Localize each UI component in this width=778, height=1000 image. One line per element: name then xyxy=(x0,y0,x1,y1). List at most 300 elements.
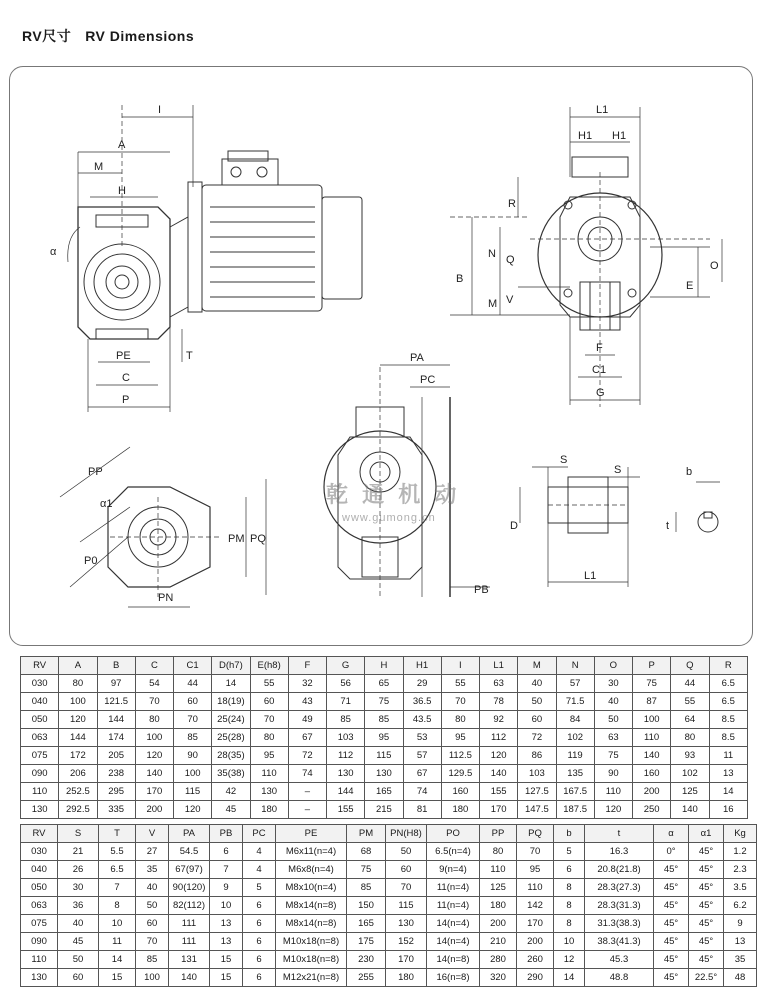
table-cell: 55 xyxy=(250,675,288,693)
table-cell: 53 xyxy=(403,729,441,747)
table-cell: 125 xyxy=(480,879,517,897)
table-cell: 110 xyxy=(633,729,671,747)
table-cell: 87 xyxy=(633,693,671,711)
column-header: A xyxy=(59,657,97,675)
table-cell: 11(n=4) xyxy=(427,897,480,915)
dim-label-pa: PA xyxy=(410,352,424,364)
table-cell: 90 xyxy=(174,747,212,765)
table-cell: 110 xyxy=(250,765,288,783)
table-cell: 14(n=8) xyxy=(427,951,480,969)
table-cell: 075 xyxy=(21,747,59,765)
table-cell: 45° xyxy=(654,969,689,987)
table-cell: 144 xyxy=(327,783,365,801)
table-cell: 40 xyxy=(518,675,556,693)
table-cell: 180 xyxy=(386,969,427,987)
front-view-labels xyxy=(50,104,193,406)
dim-label-alpha1: α1 xyxy=(100,498,113,510)
table-cell: 14 xyxy=(554,969,585,987)
dim-label-m-side: M xyxy=(488,298,498,310)
table-cell: 71 xyxy=(327,693,365,711)
table-cell: 70 xyxy=(174,711,212,729)
table-cell: 6 xyxy=(243,951,276,969)
table-cell: 170 xyxy=(135,783,173,801)
watermark-brand: 乾 通 机 动 xyxy=(326,482,461,507)
table-cell: 36.5 xyxy=(403,693,441,711)
table-cell: 16(n=8) xyxy=(427,969,480,987)
table-cell: 85 xyxy=(174,729,212,747)
table-cell: 150 xyxy=(347,897,386,915)
table-cell: 6.5(n=4) xyxy=(427,843,480,861)
table-cell: 31.3(38.3) xyxy=(585,915,654,933)
table-cell: 74 xyxy=(288,765,326,783)
table-cell: 5.5 xyxy=(99,843,136,861)
table-cell: 130 xyxy=(386,915,427,933)
table-cell: 13 xyxy=(210,915,243,933)
table-cell: 40 xyxy=(594,693,632,711)
page-title xyxy=(22,26,194,46)
table-cell: 40 xyxy=(58,915,99,933)
table-cell: 13 xyxy=(210,933,243,951)
table-cell: 2.3 xyxy=(724,861,757,879)
dim-label-l1: L1 xyxy=(596,104,609,116)
table-cell: 147.5 xyxy=(518,801,556,819)
table-cell: 75 xyxy=(633,675,671,693)
table-cell: 6.5 xyxy=(709,675,748,693)
table-cell: 111 xyxy=(169,933,210,951)
dim-label-p: P xyxy=(122,394,130,406)
column-header: I xyxy=(441,657,479,675)
column-header: M xyxy=(518,657,556,675)
dim-label-pe: PE xyxy=(116,350,131,362)
column-header: b xyxy=(554,825,585,843)
dim-label-o: O xyxy=(710,260,719,272)
table-cell: 140 xyxy=(671,801,709,819)
table-cell: 45° xyxy=(654,933,689,951)
table-cell: 67(97) xyxy=(169,861,210,879)
table-cell: 15 xyxy=(210,951,243,969)
table-cell: 48.8 xyxy=(585,969,654,987)
table-cell: 44 xyxy=(174,675,212,693)
table-cell: 292.5 xyxy=(59,801,97,819)
dim-label-r: R xyxy=(508,198,516,210)
table-cell: 45 xyxy=(58,933,99,951)
table-cell: 30 xyxy=(58,879,99,897)
table-cell: 70 xyxy=(250,711,288,729)
front-view xyxy=(68,105,362,412)
table-cell: 120 xyxy=(135,747,173,765)
column-header: Q xyxy=(671,657,709,675)
dim-label-pc: PC xyxy=(420,374,436,386)
column-header: Kg xyxy=(724,825,757,843)
table-cell: 45° xyxy=(689,879,724,897)
table-cell: 8.5 xyxy=(709,729,748,747)
table-cell: 127.5 xyxy=(518,783,556,801)
table-cell: 075 xyxy=(21,915,58,933)
column-header: D(h7) xyxy=(212,657,250,675)
title-en: RV Dimensions xyxy=(85,28,195,44)
table-row xyxy=(21,915,757,933)
table-cell: 125 xyxy=(671,783,709,801)
shaft-view-labels xyxy=(510,454,692,582)
table-cell: 103 xyxy=(518,765,556,783)
dimensions-table-2 xyxy=(20,824,757,987)
table-cell: 110 xyxy=(21,783,59,801)
table-cell: 40 xyxy=(136,879,169,897)
dim-label-c1: C1 xyxy=(592,364,607,376)
table-cell: 115 xyxy=(365,747,403,765)
column-header: T xyxy=(99,825,136,843)
table-cell: 120 xyxy=(59,711,97,729)
dim-label-h1-left: H1 xyxy=(578,130,593,142)
table-row xyxy=(21,879,757,897)
column-header: N xyxy=(556,657,594,675)
table-cell: 6 xyxy=(243,933,276,951)
table-cell: 82(112) xyxy=(169,897,210,915)
table-cell: 5 xyxy=(243,879,276,897)
shaft-view xyxy=(520,467,720,587)
table-cell: 43.5 xyxy=(403,711,441,729)
dim-label-b-key: b xyxy=(686,466,693,478)
table-cell: 67 xyxy=(403,765,441,783)
dim-label-pq: PQ xyxy=(250,533,266,545)
table-cell: 60 xyxy=(386,861,427,879)
column-header: E(h8) xyxy=(250,657,288,675)
table-cell: 131 xyxy=(169,951,210,969)
table-cell: 140 xyxy=(135,765,173,783)
table-row xyxy=(21,801,748,819)
table-cell: 320 xyxy=(480,969,517,987)
table-cell: 290 xyxy=(517,969,554,987)
table-cell: 50 xyxy=(136,897,169,915)
table-cell: 22.5° xyxy=(689,969,724,987)
table-cell: 030 xyxy=(21,675,59,693)
table-cell: 121.5 xyxy=(97,693,135,711)
table-cell: 11 xyxy=(709,747,748,765)
table-cell: 165 xyxy=(365,783,403,801)
table-cell: 60 xyxy=(250,693,288,711)
column-header: S xyxy=(58,825,99,843)
table-cell: 200 xyxy=(517,933,554,951)
table-cell: 10 xyxy=(554,933,585,951)
table-cell: 140 xyxy=(633,747,671,765)
table-cell: 56 xyxy=(327,675,365,693)
table-cell: 45° xyxy=(689,915,724,933)
table-cell: 6 xyxy=(243,897,276,915)
table-cell: 5 xyxy=(554,843,585,861)
table-cell: 172 xyxy=(59,747,97,765)
table-cell: 6 xyxy=(243,969,276,987)
table-cell: 63 xyxy=(480,675,518,693)
table-cell: 135 xyxy=(556,765,594,783)
table-cell: 102 xyxy=(556,729,594,747)
table-cell: 120 xyxy=(480,747,518,765)
table-cell: 49 xyxy=(288,711,326,729)
table-cell: 45° xyxy=(689,861,724,879)
column-header: O xyxy=(594,657,632,675)
table-cell: 63 xyxy=(594,729,632,747)
dim-label-pm: PM xyxy=(228,533,245,545)
table-cell: 36 xyxy=(58,897,99,915)
dim-label-s-left: S xyxy=(560,454,568,466)
table-cell: 14 xyxy=(99,951,136,969)
table-cell: 115 xyxy=(174,783,212,801)
table-cell: 25(24) xyxy=(212,711,250,729)
dim-label-q: Q xyxy=(506,254,515,266)
table-cell: 112.5 xyxy=(441,747,479,765)
dim-label-a: A xyxy=(118,139,126,151)
table-cell: 090 xyxy=(21,765,59,783)
table-cell: 90 xyxy=(594,765,632,783)
table-cell: 8 xyxy=(554,879,585,897)
column-header: α1 xyxy=(689,825,724,843)
table-cell: 160 xyxy=(633,765,671,783)
table-cell: – xyxy=(288,783,326,801)
table-cell: 45° xyxy=(654,897,689,915)
table-cell: 295 xyxy=(97,783,135,801)
table-cell: 95 xyxy=(441,729,479,747)
table-cell: 215 xyxy=(365,801,403,819)
table-row xyxy=(21,861,757,879)
table-cell: 100 xyxy=(174,765,212,783)
table-cell: 260 xyxy=(517,951,554,969)
table-cell: 71.5 xyxy=(556,693,594,711)
table-cell: 80 xyxy=(135,711,173,729)
table-cell: 255 xyxy=(347,969,386,987)
dim-label-e: E xyxy=(686,280,694,292)
table-cell: 063 xyxy=(21,729,59,747)
table-cell: 200 xyxy=(135,801,173,819)
dim-label-c: C xyxy=(122,372,130,384)
table-cell: 18(19) xyxy=(212,693,250,711)
table-cell: 7 xyxy=(210,861,243,879)
table-cell: 80 xyxy=(250,729,288,747)
table-row xyxy=(21,765,748,783)
table-cell: 70 xyxy=(386,879,427,897)
table-cell: 130 xyxy=(21,801,59,819)
table-row xyxy=(21,843,757,861)
table-cell: 9(n=4) xyxy=(427,861,480,879)
dim-label-f: F xyxy=(596,342,603,354)
table-cell: 110 xyxy=(517,879,554,897)
table-cell: 110 xyxy=(21,951,58,969)
dim-label-pn: PN xyxy=(158,592,174,604)
dim-label-n: N xyxy=(488,248,496,260)
column-header: t xyxy=(585,825,654,843)
table-cell: 60 xyxy=(174,693,212,711)
column-header: PM xyxy=(347,825,386,843)
table-cell: 102 xyxy=(671,765,709,783)
dim-label-m: M xyxy=(94,161,104,173)
table-cell: 7 xyxy=(99,879,136,897)
table-header-row xyxy=(21,657,748,675)
table-cell: 15 xyxy=(99,969,136,987)
column-header: RV xyxy=(21,825,58,843)
table-cell: 70 xyxy=(135,693,173,711)
table-cell: 130 xyxy=(365,765,403,783)
table-cell: 28(35) xyxy=(212,747,250,765)
table-cell: 180 xyxy=(480,897,517,915)
table-cell: 200 xyxy=(480,915,517,933)
table-cell: 26 xyxy=(58,861,99,879)
table-cell: 16.3 xyxy=(585,843,654,861)
table-cell: 280 xyxy=(480,951,517,969)
table-cell: 030 xyxy=(21,843,58,861)
table-cell: 174 xyxy=(97,729,135,747)
dim-label-t: T xyxy=(186,350,193,362)
table-cell: 165 xyxy=(347,915,386,933)
table-cell: 050 xyxy=(21,879,58,897)
table-cell: 92 xyxy=(480,711,518,729)
dim-label-i: I xyxy=(158,104,162,116)
dim-label-h: H xyxy=(118,185,126,197)
table-cell: 100 xyxy=(136,969,169,987)
table-cell: 187.5 xyxy=(556,801,594,819)
table-cell: 103 xyxy=(327,729,365,747)
table-cell: 25(28) xyxy=(212,729,250,747)
table-cell: 85 xyxy=(136,951,169,969)
table-cell: 68 xyxy=(347,843,386,861)
table-row xyxy=(21,729,748,747)
table-cell: 14(n=4) xyxy=(427,915,480,933)
table-cell: 170 xyxy=(480,801,518,819)
table-cell: 93 xyxy=(671,747,709,765)
table-cell: 230 xyxy=(347,951,386,969)
table-cell: 74 xyxy=(403,783,441,801)
column-header: PC xyxy=(243,825,276,843)
table-cell: 81 xyxy=(403,801,441,819)
table-cell: 8 xyxy=(554,915,585,933)
column-header: P xyxy=(633,657,671,675)
table-cell: 45° xyxy=(654,879,689,897)
table-cell: 54 xyxy=(135,675,173,693)
table-cell: 86 xyxy=(518,747,556,765)
table-cell: 70 xyxy=(441,693,479,711)
dim-label-g: G xyxy=(596,387,605,399)
table-cell: 80 xyxy=(671,729,709,747)
column-header: PA xyxy=(169,825,210,843)
table-cell: 45° xyxy=(689,897,724,915)
table-cell: 155 xyxy=(480,783,518,801)
table-cell: 9 xyxy=(210,879,243,897)
table-cell: 130 xyxy=(327,765,365,783)
column-header: L1 xyxy=(480,657,518,675)
table-cell: 27 xyxy=(136,843,169,861)
table-cell: 42 xyxy=(212,783,250,801)
column-header: B xyxy=(97,657,135,675)
table-cell: 111 xyxy=(169,915,210,933)
table-cell: M8x14(n=8) xyxy=(276,915,347,933)
table-cell: 20.8(21.8) xyxy=(585,861,654,879)
table-cell: 55 xyxy=(441,675,479,693)
dim-label-h1-right: H1 xyxy=(612,130,627,142)
table-cell: 4 xyxy=(243,843,276,861)
table-cell: 180 xyxy=(441,801,479,819)
table-cell: 50 xyxy=(518,693,556,711)
table-row xyxy=(21,747,748,765)
table-cell: 140 xyxy=(169,969,210,987)
table-cell: 11(n=4) xyxy=(427,879,480,897)
table-cell: 180 xyxy=(250,801,288,819)
table-cell: 50 xyxy=(58,951,99,969)
table-cell: 72 xyxy=(288,747,326,765)
table-cell: 70 xyxy=(517,843,554,861)
table-cell: 8.5 xyxy=(709,711,748,729)
column-header: PE xyxy=(276,825,347,843)
table-cell: 45 xyxy=(212,801,250,819)
table-cell: M8x10(n=4) xyxy=(276,879,347,897)
table-cell: 6 xyxy=(554,861,585,879)
table-cell: M6x8(n=4) xyxy=(276,861,347,879)
watermark-url: www.gumong.cn xyxy=(342,512,436,524)
column-header: PQ xyxy=(517,825,554,843)
table-row xyxy=(21,711,748,729)
table-cell: M6x11(n=4) xyxy=(276,843,347,861)
table-cell: 14 xyxy=(212,675,250,693)
table-cell: 80 xyxy=(480,843,517,861)
table-cell: 144 xyxy=(97,711,135,729)
table-cell: M12x21(n=8) xyxy=(276,969,347,987)
table-cell: 152 xyxy=(386,933,427,951)
table-cell: 30 xyxy=(594,675,632,693)
table-cell: 16 xyxy=(709,801,748,819)
table-cell: 167.5 xyxy=(556,783,594,801)
table-cell: 45° xyxy=(654,915,689,933)
table-cell: 60 xyxy=(58,969,99,987)
table-cell: 10 xyxy=(99,915,136,933)
table-cell: 28.3(27.3) xyxy=(585,879,654,897)
table-cell: 175 xyxy=(347,933,386,951)
table-cell: 144 xyxy=(59,729,97,747)
table-cell: 210 xyxy=(480,933,517,951)
table-cell: 063 xyxy=(21,897,58,915)
table-cell: M10x18(n=8) xyxy=(276,951,347,969)
table-cell: 112 xyxy=(327,747,365,765)
table-cell: 110 xyxy=(480,861,517,879)
column-header: α xyxy=(654,825,689,843)
table-cell: 45° xyxy=(689,951,724,969)
table-cell: 50 xyxy=(594,711,632,729)
table-cell: 65 xyxy=(365,675,403,693)
table-cell: 120 xyxy=(174,801,212,819)
table-cell: 112 xyxy=(480,729,518,747)
table-cell: 13 xyxy=(724,933,757,951)
table-cell: 4 xyxy=(243,861,276,879)
column-header: PO xyxy=(427,825,480,843)
table-cell: 35(38) xyxy=(212,765,250,783)
table-cell: 50 xyxy=(386,843,427,861)
dim-label-v: V xyxy=(506,294,514,306)
dim-label-s-right: S xyxy=(614,464,622,476)
table-header-row xyxy=(21,825,757,843)
dim-label-b: B xyxy=(456,273,464,285)
table-cell: 75 xyxy=(347,861,386,879)
table-cell: 040 xyxy=(21,693,59,711)
table-cell: 60 xyxy=(518,711,556,729)
dimension-drawings xyxy=(10,67,752,645)
table-cell: 040 xyxy=(21,861,58,879)
table-cell: 70 xyxy=(136,933,169,951)
table-cell: 45.3 xyxy=(585,951,654,969)
table-row xyxy=(21,675,748,693)
table-cell: 95 xyxy=(517,861,554,879)
table-cell: 29 xyxy=(403,675,441,693)
table-cell: 3.5 xyxy=(724,879,757,897)
table-cell: 250 xyxy=(633,801,671,819)
table-cell: 129.5 xyxy=(441,765,479,783)
column-header: H xyxy=(365,657,403,675)
table-cell: 170 xyxy=(517,915,554,933)
table-cell: 95 xyxy=(250,747,288,765)
